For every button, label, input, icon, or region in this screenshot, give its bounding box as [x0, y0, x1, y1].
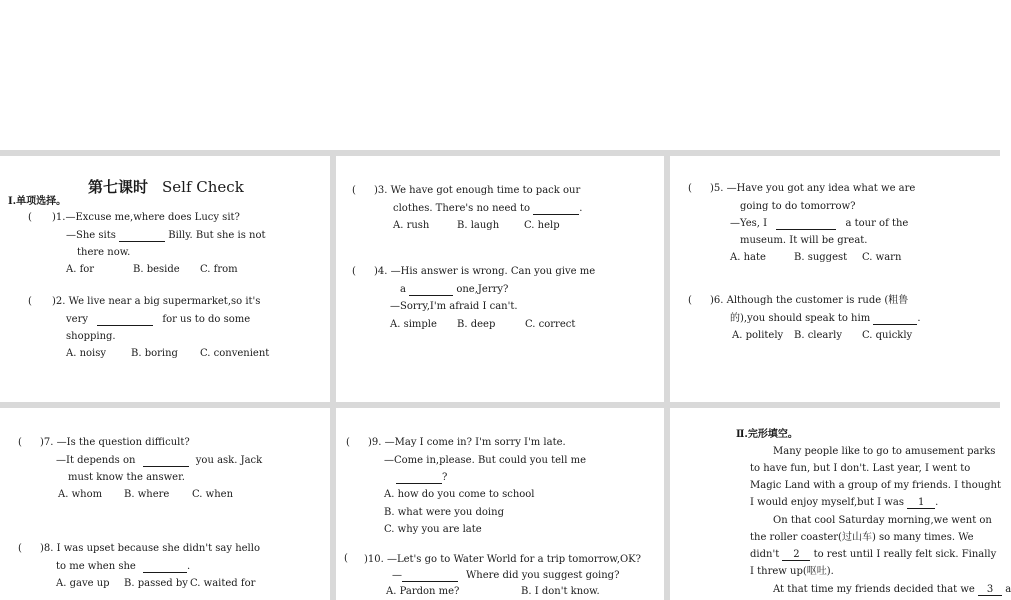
q5-paren: (: [688, 183, 692, 194]
cloze-p2-line1: On that cool Saturday morning,we went on: [773, 515, 992, 526]
q2-option-b[interactable]: B. boring: [131, 348, 178, 359]
q7-option-b[interactable]: B. where: [124, 489, 170, 500]
q7-option-c[interactable]: C. when: [192, 489, 234, 500]
q9-stem: )9. —May I come in? I'm sorry I'm late.: [368, 437, 566, 448]
q9-paren: (: [346, 437, 350, 448]
q3-line2: clothes. There's no need to .: [393, 203, 583, 214]
q4-line3: —Sorry,I'm afraid I can't.: [390, 301, 518, 312]
q9-option-b[interactable]: B. what were you doing: [384, 507, 504, 518]
cloze-p2-line2: the roller coaster(过山车) so many times. We: [750, 532, 974, 543]
cloze-blank-3[interactable]: 3: [978, 585, 1002, 596]
q4-option-c[interactable]: C. correct: [525, 319, 576, 330]
q5-option-c[interactable]: C. warn: [862, 252, 902, 263]
q8-stem: )8. I was upset because she didn't say hello: [40, 543, 260, 554]
lesson-title-cn: 第七课时: [88, 178, 149, 196]
q8-option-b[interactable]: B. passed by: [124, 578, 188, 589]
q6-line2: 的),you should speak to him .: [730, 313, 921, 324]
panel-questions-7-8: [0, 408, 330, 600]
section-heading-cloze: Ⅱ.完形填空。: [736, 429, 798, 440]
q9-answer-blank[interactable]: [396, 473, 442, 484]
cloze-p1-line4: I would enjoy myself,but I was 1 .: [750, 497, 939, 508]
q10-line2: — Where did you suggest going?: [392, 570, 620, 581]
section-heading-single-choice: Ⅰ.单项选择。: [8, 196, 67, 207]
cloze-p1-line1: Many people like to go to amusement parks: [773, 446, 996, 457]
lesson-title-en: Self Check: [162, 178, 244, 196]
cloze-blank-1[interactable]: 1: [907, 498, 935, 509]
q1-stem: )1.—Excuse me,where does Lucy sit?: [52, 212, 240, 223]
q8-answer-blank[interactable]: [143, 562, 187, 573]
q6-answer-blank[interactable]: [873, 314, 917, 325]
panel-questions-1-2: [0, 156, 330, 402]
q3-paren: (: [352, 185, 356, 196]
q10-answer-blank[interactable]: [402, 571, 458, 582]
cloze-p2-line3: didn't 2 to rest until I really felt sick. Finally: [750, 549, 997, 560]
panel-questions-5-6: [670, 156, 1000, 402]
lesson-title: [88, 178, 244, 196]
q10-paren: (: [344, 553, 348, 564]
q2-stem: )2. We live near a big supermarket,so it's: [52, 296, 261, 307]
q4-option-a[interactable]: A. simple: [390, 319, 437, 330]
q1-option-a[interactable]: A. for: [66, 264, 95, 275]
q5-answer-blank[interactable]: [776, 219, 836, 230]
q5-line3: —Yes, I a tour of the: [730, 218, 909, 229]
q6-paren: (: [688, 295, 692, 306]
q1-line2: —She sits Billy. But she is not: [66, 230, 266, 241]
q3-option-b[interactable]: B. laugh: [457, 220, 500, 231]
q3-option-c[interactable]: C. help: [524, 220, 560, 231]
q5-stem: )5. —Have you got any idea what we are: [710, 183, 916, 194]
q6-option-a[interactable]: A. politely: [732, 330, 784, 341]
q7-line2: —It depends on you ask. Jack: [56, 455, 263, 466]
q4-stem: )4. —His answer is wrong. Can you give me: [374, 266, 596, 277]
q7-paren: (: [18, 437, 22, 448]
q7-option-a[interactable]: A. whom: [58, 489, 103, 500]
cloze-p1-line2: to have fun, but I don't. Last year, I went to: [750, 463, 971, 474]
q8-line2: to me when she .: [56, 561, 191, 572]
q1-option-c[interactable]: C. from: [200, 264, 238, 275]
cloze-p1-line3: Magic Land with a group of my friends. I thought: [750, 480, 1002, 491]
q2-line3: shopping.: [66, 331, 116, 342]
q10-option-a[interactable]: A. Pardon me?: [386, 586, 460, 597]
q5-option-b[interactable]: B. suggest: [794, 252, 848, 263]
q8-option-c[interactable]: C. waited for: [190, 578, 256, 589]
q7-stem: )7. —Is the question difficult?: [40, 437, 190, 448]
q2-line2: very for us to do some: [66, 314, 251, 325]
q5-line2: going to do tomorrow?: [740, 201, 856, 212]
q6-option-c[interactable]: C. quickly: [862, 330, 913, 341]
q3-answer-blank[interactable]: [533, 204, 579, 215]
panel-questions-9-10: [336, 408, 664, 600]
q3-stem: )3. We have got enough time to pack our: [374, 185, 581, 196]
q1-option-b[interactable]: B. beside: [133, 264, 180, 275]
q4-answer-blank[interactable]: [409, 285, 453, 296]
q9-line2: —Come in,please. But could you tell me: [384, 455, 586, 466]
panel-cloze: [670, 408, 1011, 600]
q5-option-a[interactable]: A. hate: [730, 252, 766, 263]
q5-line4: museum. It will be great.: [740, 235, 868, 246]
q2-answer-blank[interactable]: [97, 315, 153, 326]
panel-questions-3-4: [336, 156, 664, 402]
q6-stem: )6. Although the customer is rude (粗鲁: [710, 295, 909, 306]
q3-option-a[interactable]: A. rush: [393, 220, 430, 231]
cloze-p3-line1: At that time my friends decided that we 3 a: [773, 584, 1011, 595]
q6-option-b[interactable]: B. clearly: [794, 330, 843, 341]
q4-paren: (: [352, 266, 356, 277]
q9-option-a[interactable]: A. how do you come to school: [384, 489, 535, 500]
q7-line3: must know the answer.: [68, 472, 185, 483]
q1-answer-blank[interactable]: [119, 231, 165, 242]
q1-paren: (: [28, 212, 32, 223]
q2-paren: (: [28, 296, 32, 307]
q10-stem: )10. —Let's go to Water World for a trip tomorrow,OK?: [364, 554, 641, 565]
q2-option-c[interactable]: C. convenient: [200, 348, 270, 359]
q9-line3: ?: [396, 472, 447, 484]
cloze-blank-2[interactable]: 2: [782, 550, 810, 561]
q9-option-c[interactable]: C. why you are late: [384, 524, 482, 535]
q10-option-b[interactable]: B. I don't know.: [521, 586, 600, 597]
cloze-p2-line4: I threw up(呕吐).: [750, 566, 834, 577]
q7-answer-blank[interactable]: [143, 456, 189, 467]
q8-paren: (: [18, 543, 22, 554]
q1-line3: there now.: [77, 247, 131, 258]
q4-line2: a one,Jerry?: [400, 284, 509, 295]
q8-option-a[interactable]: A. gave up: [56, 578, 110, 589]
q2-option-a[interactable]: A. noisy: [66, 348, 107, 359]
q4-option-b[interactable]: B. deep: [457, 319, 496, 330]
